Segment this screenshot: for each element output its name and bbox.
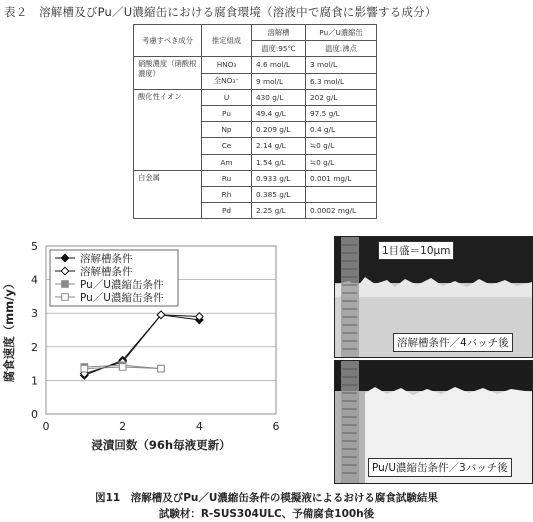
category-cell: 酸化性イオン [134,89,202,170]
legend-marker [62,294,69,301]
y-tick-label: 2 [31,340,38,354]
dissolver-value-cell: 0.385 g/L [252,186,306,202]
table-row [134,57,377,73]
header-dissolver: 溶解槽 [252,25,306,41]
legend-label: 溶解槽条件 [80,253,133,265]
evaporator-value-cell: 202 g/L [306,89,377,105]
dissolver-value-cell: 0.933 g/L [252,170,306,186]
figure-subcaption: 試験材：R-SUS304ULC、予備腐食100h後 [158,508,375,520]
y-axis-label: 腐食速度（mm/y） [2,277,16,383]
evaporator-value-cell: 6.3 mol/L [306,73,377,89]
category-cell: 硝酸濃度（硝酸根濃度） [134,57,202,89]
data-point-series-3 [119,364,126,371]
y-tick-label: 5 [31,240,38,253]
header-factor: 考慮すべき成分 [134,25,202,57]
legend-label: 溶解槽条件 [80,266,133,278]
table-caption: 表２ 溶解槽及びPu／U濃縮缶における腐食環境（溶液中で腐食に影響する成分） [4,5,437,19]
composition-cell: Ce [202,138,252,154]
data-point-series-3 [81,365,88,372]
table-row [134,89,377,105]
y-tick-label: 1 [31,374,38,388]
x-tick-label: 6 [272,420,280,433]
dissolver-value-cell: 1.54 g/L [252,154,306,170]
composition-cell: 全NO₃⁻ [202,73,252,89]
evaporator-value-cell: 97.5 g/L [306,105,377,121]
evaporator-value-cell: ≒0 g/L [306,138,377,154]
table-row [134,170,377,186]
micrograph-evaporator-label: Pu/U濃縮缶条件／3バッチ後 [368,458,512,477]
composition-cell: Ru [202,170,252,186]
dissolver-value-cell: 9 mol/L [252,73,306,89]
evaporator-value-cell: 3 mol/L [306,57,377,73]
micrograph-dissolver [334,236,533,358]
composition-cell: Rh [202,186,252,202]
evaporator-value-cell [306,186,377,202]
dissolver-value-cell: 0.209 g/L [252,122,306,138]
y-tick-label: 0 [31,408,38,421]
evaporator-value-cell: 0.4 g/L [306,122,377,138]
composition-cell: Pu [202,105,252,121]
x-axis-label: 浸漬回数（96h毎液更新） [91,438,231,452]
dissolver-value-cell: 49.4 g/L [252,105,306,121]
x-tick-label: 0 [42,420,50,433]
scale-label: 1目盛＝10μm [378,241,454,260]
legend-label: Pu／U濃縮缶条件 [80,292,164,304]
corrosion-environment-table [133,24,377,219]
header-evaporator: Pu／U濃縮缶 [306,25,377,41]
y-tick-label: 4 [31,273,38,287]
micrograph-evaporator [334,360,533,484]
y-tick-label: 3 [31,307,38,321]
data-point-series-3 [158,365,165,372]
dissolver-value-cell: 2.14 g/L [252,138,306,154]
composition-cell: Am [202,154,252,170]
composition-cell: Pd [202,203,252,219]
figure-caption: 図11 溶解槽及びPu／U濃縮缶条件の模擬液によるおける腐食試験結果 [95,492,438,504]
composition-cell: U [202,89,252,105]
micrograph-dissolver-label: 溶解槽条件／4バッチ後 [393,333,513,352]
legend-label: Pu／U濃縮缶条件 [80,279,164,291]
x-tick-label: 2 [119,420,127,433]
composition-cell: Np [202,122,252,138]
table-body [134,57,377,219]
dissolver-value-cell: 430 g/L [252,89,306,105]
corrosion-rate-chart [0,234,318,456]
x-tick-label: 4 [195,420,203,433]
evaporator-value-cell: 0.0002 mg/L [306,203,377,219]
composition-cell: HNO₃ [202,57,252,73]
dissolver-value-cell: 2.25 g/L [252,203,306,219]
category-cell: 白金属 [134,170,202,219]
legend-marker [62,281,69,288]
evaporator-value-cell: ≒0 g/L [306,154,377,170]
dissolver-value-cell: 4.6 mol/L [252,57,306,73]
evaporator-value-cell: 0.001 mg/L [306,170,377,186]
header-dissolver-condition: 温度:95℃ [252,41,306,57]
header-evaporator-condition: 温度:沸点 [306,41,377,57]
header-composition: 推定組成 [202,25,252,57]
